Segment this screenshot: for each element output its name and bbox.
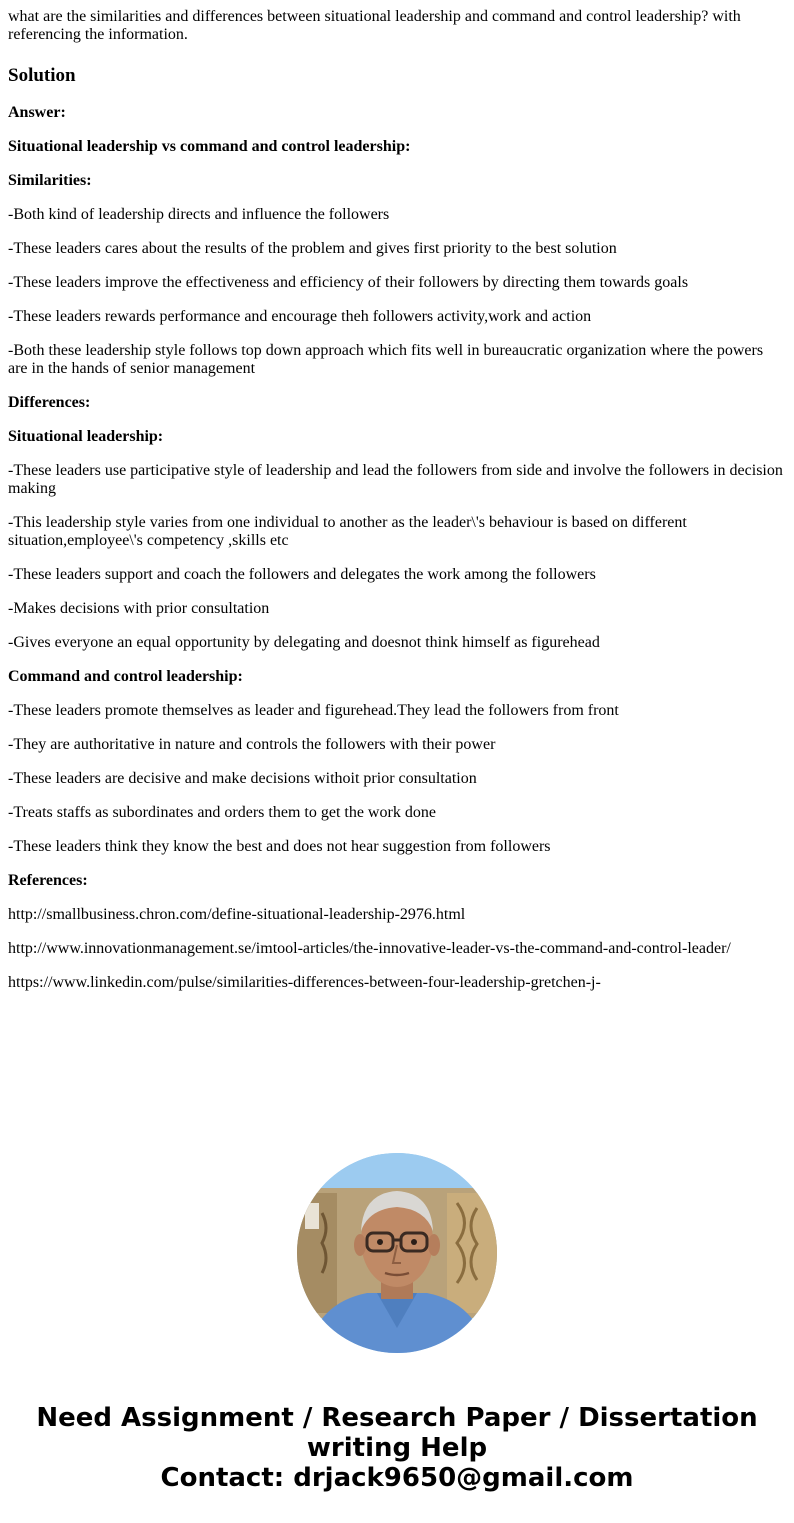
similarity-item: -Both these leadership style follows top down approach which fits well in bureaucratic organization where the powers are in the hands of senior management <box>8 342 764 377</box>
similarity-item: -These leaders cares about the results of the problem and gives first priority to the best solution <box>8 240 617 257</box>
command-item: -These leaders think they know the best and does not hear suggestion from followers <box>8 838 551 855</box>
avatar <box>297 1153 497 1353</box>
command-item: -These leaders are decisive and make decisions withoit prior consultation <box>8 770 477 787</box>
promo-line-1: Need Assignment / Research Paper / Dissertation <box>36 1403 758 1433</box>
situational-item: -These leaders use participative style of leadership and lead the followers from side and involve the followers in decision making <box>8 462 783 497</box>
situational-item: -These leaders support and coach the followers and delegates the work among the followers <box>8 566 596 583</box>
command-item: -These leaders promote themselves as leader and figurehead.They lead the followers from front <box>8 702 619 719</box>
similarity-item: -These leaders rewards performance and encourage theh followers activity,work and action <box>8 308 592 325</box>
references-heading: References: <box>8 872 88 889</box>
answer-title: Situational leadership vs command and control leadership: <box>8 138 411 155</box>
promo-contact: Contact: drjack9650@gmail.com <box>160 1463 634 1493</box>
situational-item: -Makes decisions with prior consultation <box>8 600 270 617</box>
avatar-portrait-icon <box>297 1153 497 1353</box>
document-content <box>8 8 786 992</box>
situational-item: -Gives everyone an equal opportunity by delegating and doesnot think himself as figurehead <box>8 634 600 651</box>
solution-heading: Solution <box>8 65 76 86</box>
reference-item: http://smallbusiness.chron.com/define-situational-leadership-2976.html <box>8 906 466 923</box>
differences-heading: Differences: <box>8 394 91 411</box>
similarities-heading: Similarities: <box>8 172 92 189</box>
command-item: -Treats staffs as subordinates and orders them to get the work done <box>8 804 436 821</box>
promo-line-2: writing Help <box>306 1433 488 1463</box>
question-text: what are the similarities and differences between situational leadership and command and control leadership? with referencing the information. <box>8 8 741 43</box>
situational-item: -This leadership style varies from one individual to another as the leader\'s behaviour is based on different situation,employee\'s competency ,skills etc <box>8 514 687 549</box>
command-heading: Command and control leadership: <box>8 668 243 685</box>
reference-item: http://www.innovationmanagement.se/imtool-articles/the-innovative-leader-vs-the-command-and-control-leader/ <box>8 940 731 957</box>
situational-heading: Situational leadership: <box>8 428 164 445</box>
similarity-item: -Both kind of leadership directs and influence the followers <box>8 206 390 223</box>
similarity-item: -These leaders improve the effectiveness and efficiency of their followers by directing them towards goals <box>8 274 689 291</box>
reference-item: https://www.linkedin.com/pulse/similarities-differences-between-four-leadership-gretchen-j- <box>8 974 601 991</box>
answer-label: Answer: <box>8 104 66 121</box>
command-item: -They are authoritative in nature and controls the followers with their power <box>8 736 496 753</box>
promo-banner <box>0 1403 794 1493</box>
